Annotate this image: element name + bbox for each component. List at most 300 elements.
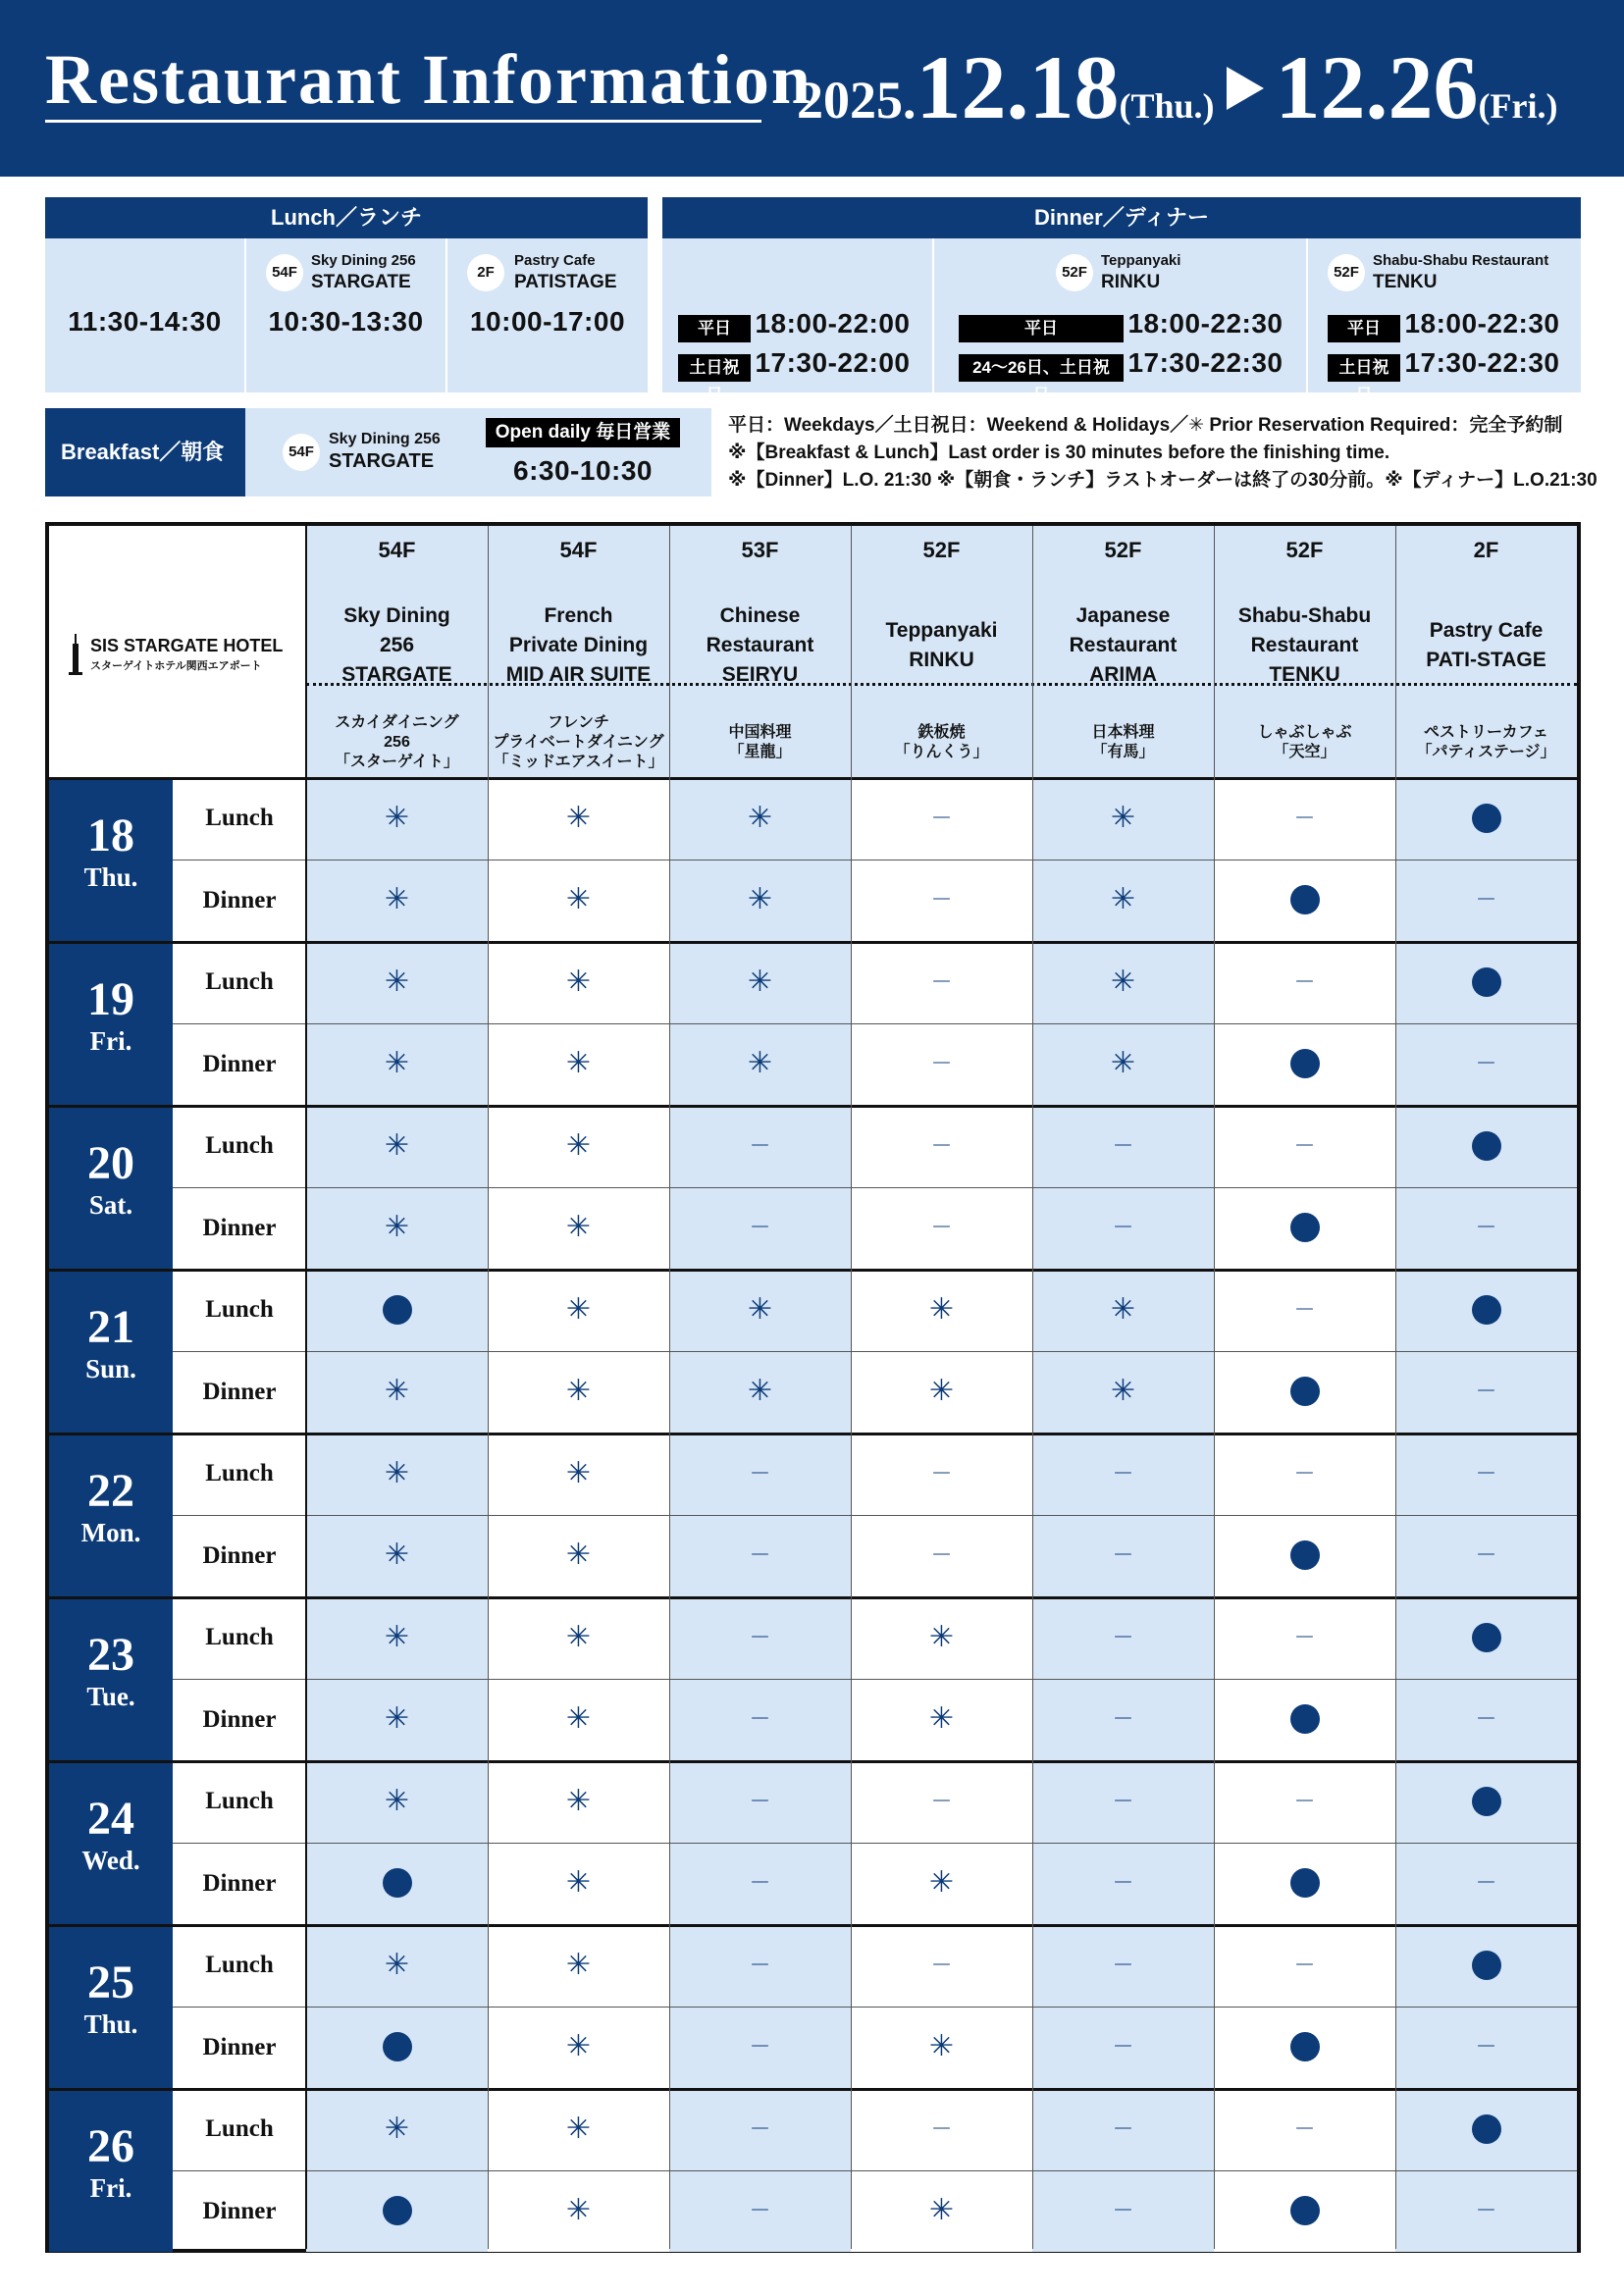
closed-dash-icon: － (1293, 968, 1316, 994)
column-name (1032, 601, 1214, 690)
schedule-cell (306, 1679, 488, 1761)
schedule-cell (669, 1187, 851, 1270)
closed-dash-icon: － (1293, 1296, 1316, 1322)
note-line: ※【Breakfast & Lunch】Last order is 30 minutes before the finishing time. (728, 443, 1390, 463)
reservation-asterisk-icon: ✳ (747, 1291, 773, 1327)
column-jp-line: ペストリーカフェ (1424, 724, 1548, 741)
column-name (669, 601, 851, 690)
schedule-cell (1032, 1187, 1214, 1270)
start-dow: (Thu.) (1119, 86, 1215, 126)
schedule-cell (1395, 1187, 1577, 1270)
column-jp-line: 「天空」 (1273, 744, 1336, 760)
reservation-asterisk-icon: ✳ (1110, 1291, 1136, 1327)
column-jp-line: 中国料理 (728, 724, 792, 741)
column-name-line: Restaurant (1250, 633, 1359, 656)
lunch-time-1: 11:30-14:30 (68, 306, 222, 337)
schedule-cell (851, 1760, 1032, 1843)
dinner-label: Dinner (202, 1378, 277, 1405)
column-name-line: Shabu-Shabu (1237, 603, 1372, 627)
reservation-asterisk-icon: ✳ (565, 882, 592, 917)
dinner-heading: Dinner／ディナー (662, 197, 1581, 238)
venue-name-line2: PATISTAGE (514, 272, 617, 292)
schedule-cell (488, 1023, 669, 1106)
schedule-cell (306, 1105, 488, 1187)
column-name-line: SEIRYU (721, 662, 799, 686)
closed-dash-icon: － (749, 1132, 771, 1158)
schedule-cell (488, 2007, 669, 2089)
reservation-asterisk-icon: ✳ (565, 1210, 592, 1245)
breakfast-time: 6:30-10:30 (513, 455, 653, 486)
schedule-cell (1214, 1679, 1395, 1761)
closed-dash-icon: － (749, 1215, 771, 1240)
open-dot-icon (1290, 1213, 1320, 1242)
venue-name-line2: RINKU (1101, 272, 1161, 292)
column-floor: 54F (488, 526, 669, 575)
closed-dash-icon: － (749, 2034, 771, 2060)
closed-dash-icon: － (1112, 1706, 1134, 1732)
day-divider (49, 1760, 1577, 1763)
schedule-cell (1395, 777, 1577, 860)
schedule-cell (1214, 1515, 1395, 1597)
column-name-line: Chinese (719, 603, 801, 627)
dinner-label: Dinner (202, 1541, 277, 1569)
closed-dash-icon: － (1293, 805, 1316, 830)
lunch-label: Lunch (205, 1460, 274, 1487)
schedule-cell (1032, 2088, 1214, 2170)
column-jp-line: 日本料理 (1091, 724, 1155, 741)
column-name-jp (669, 723, 851, 762)
closed-dash-icon: － (1293, 1132, 1316, 1158)
meal-divider (173, 1679, 1577, 1680)
closed-dash-icon: － (1112, 2198, 1134, 2223)
column-name-line: French (544, 603, 613, 627)
meal-divider (173, 1187, 1577, 1188)
reservation-asterisk-icon: ✳ (747, 882, 773, 917)
reservation-asterisk-icon: ✳ (384, 882, 410, 917)
schedule-cell (488, 941, 669, 1023)
reservation-asterisk-icon: ✳ (384, 1701, 410, 1737)
lunch-label: Lunch (205, 1296, 274, 1323)
open-dot-icon (1472, 967, 1501, 997)
column-name-jp (488, 713, 669, 772)
closed-dash-icon: － (1293, 1460, 1316, 1486)
closed-dash-icon: － (749, 1706, 771, 1732)
reservation-asterisk-icon: ✳ (565, 2193, 592, 2228)
tower-icon (69, 634, 82, 675)
column-name-line: 256 (379, 633, 415, 656)
schedule-cell (851, 2007, 1032, 2089)
schedule-cell (669, 1924, 851, 2007)
venue-name-line1: Shabu-Shabu Restaurant (1373, 252, 1549, 269)
reservation-asterisk-icon: ✳ (384, 2111, 410, 2146)
schedule-cell (1214, 1433, 1395, 1515)
closed-dash-icon: － (1475, 1870, 1497, 1896)
schedule-cell (1395, 860, 1577, 942)
weekend-time: 17:30-22:30 (1127, 347, 1283, 378)
schedule-cell (1214, 777, 1395, 860)
closed-dash-icon: － (1112, 1215, 1134, 1240)
closed-dash-icon: － (749, 1788, 771, 1813)
schedule-cell (306, 2007, 488, 2089)
dinner-label: Dinner (202, 1705, 277, 1733)
date-cell (49, 777, 173, 941)
column-divider (305, 526, 307, 2249)
column-jp-line: プライベートダイニング (493, 734, 664, 751)
date-cell (49, 1924, 173, 2088)
reservation-asterisk-icon: ✳ (384, 1046, 410, 1081)
reservation-asterisk-icon: ✳ (565, 1455, 592, 1490)
schedule-cell (669, 1596, 851, 1679)
date-number: 25 (87, 1956, 134, 2008)
reservation-asterisk-icon: ✳ (565, 1127, 592, 1163)
schedule-cell (1395, 1105, 1577, 1187)
closed-dash-icon: － (1112, 1132, 1134, 1158)
date-range (797, 35, 1557, 139)
reservation-asterisk-icon: ✳ (384, 1210, 410, 1245)
schedule-cell (306, 1760, 488, 1843)
page-title: Restaurant Information (45, 40, 812, 119)
reservation-asterisk-icon: ✳ (928, 1701, 955, 1737)
column-jp-line: 「ミッドエアスイート」 (493, 754, 664, 770)
venue-name-line1: Pastry Cafe (514, 252, 596, 269)
weekend-time: 17:30-22:00 (755, 347, 911, 378)
schedule-cell (851, 1105, 1032, 1187)
schedule-cell (1395, 2007, 1577, 2089)
date-cell (49, 941, 173, 1105)
column-name-jp (851, 723, 1032, 762)
dinner-label: Dinner (202, 886, 277, 913)
venue-name-line2: STARGATE (311, 272, 411, 292)
schedule-cell (1395, 1269, 1577, 1351)
lunch-time-2: 10:30-13:30 (268, 306, 424, 337)
column-name-line: Private Dining (508, 633, 649, 656)
schedule-cell (1395, 1023, 1577, 1106)
note-line: ※【Dinner】L.O. 21:30 ※【朝食・ランチ】ラストオーダーは終了の30分前。※【ディナー】L.O.21:30 (728, 470, 1598, 491)
schedule-cell (1032, 1351, 1214, 1434)
column-name-line: ARIMA (1089, 662, 1157, 686)
schedule-cell (1032, 2170, 1214, 2253)
closed-dash-icon: － (749, 2115, 771, 2141)
schedule-cell (669, 2007, 851, 2089)
weekday-time: 18:00-22:30 (1404, 308, 1560, 339)
schedule-cell (669, 1679, 851, 1761)
reservation-asterisk-icon: ✳ (384, 964, 410, 999)
schedule-cell (851, 1269, 1032, 1351)
schedule-cell (306, 860, 488, 942)
closed-dash-icon: － (930, 1215, 953, 1240)
closed-dash-icon: － (930, 1460, 953, 1486)
dinner-label: Dinner (202, 1050, 277, 1077)
schedule-cell (1214, 1351, 1395, 1434)
schedule-cell (851, 1187, 1032, 1270)
year: 2025. (797, 71, 917, 130)
column-jp-line: 「パティステージ」 (1416, 744, 1556, 760)
open-dot-icon (1290, 1868, 1320, 1898)
day-divider (49, 941, 1577, 944)
venue-name-line2: STARGATE (329, 450, 435, 472)
weekday-time: 18:00-22:30 (1127, 308, 1283, 339)
schedule-cell (851, 1515, 1032, 1597)
closed-dash-icon: － (1475, 1706, 1497, 1732)
lunch-label: Lunch (205, 1132, 274, 1159)
day-divider (49, 777, 1577, 780)
weekend-tag: 土日祝日 (1328, 354, 1400, 382)
reservation-asterisk-icon: ✳ (384, 1455, 410, 1490)
schedule-cell (851, 1433, 1032, 1515)
lunch-heading: Lunch／ランチ (45, 197, 648, 238)
reservation-asterisk-icon: ✳ (565, 964, 592, 999)
column-name (851, 616, 1032, 675)
column-name (1214, 601, 1395, 690)
day-of-week: Fri. (89, 1025, 132, 1056)
open-dot-icon (1290, 1704, 1320, 1734)
schedule-cell (1214, 1187, 1395, 1270)
schedule-cell (1395, 1679, 1577, 1761)
closed-dash-icon: － (1293, 2115, 1316, 2141)
reservation-asterisk-icon: ✳ (565, 1538, 592, 1573)
column-divider (1032, 526, 1033, 2249)
closed-dash-icon: － (1112, 1952, 1134, 1977)
column-name-jp (1032, 723, 1214, 762)
column-name-line: Pastry Cafe (1429, 618, 1544, 642)
meal-divider (173, 1023, 1577, 1024)
closed-dash-icon: － (1293, 1952, 1316, 1977)
open-dot-icon (1290, 1377, 1320, 1406)
schedule-cell (1032, 777, 1214, 860)
schedule-cell (669, 2170, 851, 2253)
column-divider (669, 526, 670, 2249)
schedule-cell (851, 1679, 1032, 1761)
reservation-asterisk-icon: ✳ (928, 1865, 955, 1901)
dinner-venue-2 (934, 238, 1306, 404)
column-jp-line: スカイダイニング (335, 714, 459, 731)
dinner-label: Dinner (202, 2197, 277, 2224)
column-name-line: Restaurant (1069, 633, 1178, 656)
reservation-asterisk-icon: ✳ (565, 2029, 592, 2064)
open-dot-icon (1290, 1049, 1320, 1078)
reservation-asterisk-icon: ✳ (384, 1127, 410, 1163)
schedule-cell (669, 1269, 851, 1351)
date-cell (49, 2088, 173, 2252)
closed-dash-icon: － (1293, 1788, 1316, 1813)
schedule-cell (488, 777, 669, 860)
reservation-asterisk-icon: ✳ (1110, 1046, 1136, 1081)
schedule-cell (1032, 1023, 1214, 1106)
venue-name-line1: Sky Dining 256 (329, 431, 441, 447)
reservation-asterisk-icon: ✳ (928, 1619, 955, 1654)
day-of-week: Wed. (81, 1845, 140, 1875)
day-divider (49, 1269, 1577, 1272)
schedule-cell (306, 1023, 488, 1106)
lunch-time-3: 10:00-17:00 (469, 306, 626, 337)
schedule-cell (488, 1105, 669, 1187)
column-name (306, 601, 488, 690)
schedule-cell (488, 1843, 669, 1925)
date-number: 24 (87, 1792, 134, 1845)
closed-dash-icon: － (749, 1952, 771, 1977)
schedule-cell (1032, 1924, 1214, 2007)
schedule-cell (306, 1433, 488, 1515)
schedule-cell (1214, 1269, 1395, 1351)
schedule-cell (1032, 1596, 1214, 1679)
reservation-asterisk-icon: ✳ (565, 1374, 592, 1409)
reservation-asterisk-icon: ✳ (565, 800, 592, 835)
column-jp-line: 「星龍」 (728, 744, 792, 760)
column-floor: 53F (669, 526, 851, 575)
schedule-cell (669, 1351, 851, 1434)
schedule-cell (306, 1351, 488, 1434)
date-number: 20 (87, 1136, 134, 1189)
column-divider (1214, 526, 1215, 2249)
schedule-cell (1032, 1843, 1214, 1925)
open-dot-icon (383, 1868, 412, 1898)
reservation-asterisk-icon: ✳ (928, 2193, 955, 2228)
day-of-week: Thu. (83, 2008, 138, 2039)
floor-badge: 52F (1056, 254, 1093, 291)
closed-dash-icon: － (930, 887, 953, 913)
day-divider (49, 2088, 1577, 2091)
column-divider (1395, 526, 1396, 2249)
date-number: 22 (87, 1464, 134, 1517)
date-number: 23 (87, 1628, 134, 1681)
column-jp-line: 256 (384, 734, 410, 751)
weekday-time: 18:00-22:00 (755, 308, 911, 339)
hotel-subtitle: スターゲイトホテル関西エアポート (90, 660, 262, 672)
dinner-label: Dinner (202, 2033, 277, 2060)
meal-divider (173, 1515, 1577, 1516)
column-jp-line: 鉄板焼 (917, 724, 966, 741)
schedule-cell (1395, 1924, 1577, 2007)
lunch-venue-2 (246, 238, 445, 392)
schedule-cell (1214, 1924, 1395, 2007)
weekday-tag: 平日 (959, 315, 1124, 342)
lunch-label: Lunch (205, 968, 274, 995)
header-banner (0, 0, 1624, 177)
schedule-cell (851, 1023, 1032, 1106)
start-date: 12.18 (916, 37, 1120, 137)
schedule-cell (1032, 1105, 1214, 1187)
schedule-cell (669, 1843, 851, 1925)
closed-dash-icon: － (1112, 1624, 1134, 1649)
schedule-cell (1214, 2170, 1395, 2253)
schedule-cell (488, 860, 669, 942)
lunch-venue-3 (447, 238, 648, 392)
open-dot-icon (1290, 2196, 1320, 2225)
schedule-cell (1032, 1679, 1214, 1761)
open-dot-icon (1472, 1295, 1501, 1325)
venue-name-line1: Sky Dining 256 (311, 252, 416, 269)
floor-badge: 54F (266, 254, 303, 291)
date-cell (49, 1105, 173, 1269)
date-cell (49, 1269, 173, 1433)
closed-dash-icon: － (749, 2198, 771, 2223)
schedule-cell (306, 1596, 488, 1679)
column-name-line: Japanese (1075, 603, 1171, 627)
schedule-cell (1214, 1843, 1395, 1925)
closed-dash-icon: － (749, 1460, 771, 1486)
reservation-asterisk-icon: ✳ (565, 2111, 592, 2146)
closed-dash-icon: － (1112, 1870, 1134, 1896)
day-divider (49, 1105, 1577, 1108)
schedule-cell (306, 1187, 488, 1270)
schedule-cell (1395, 1515, 1577, 1597)
reservation-asterisk-icon: ✳ (384, 800, 410, 835)
schedule-cell (488, 1187, 669, 1270)
column-floor: 2F (1395, 526, 1577, 575)
open-dot-icon (1472, 1623, 1501, 1652)
schedule-cell (851, 1351, 1032, 1434)
closed-dash-icon: － (930, 1788, 953, 1813)
closed-dash-icon: － (1475, 1051, 1497, 1076)
schedule-cell (1395, 1760, 1577, 1843)
lunch-label: Lunch (205, 2115, 274, 2142)
column-floor: 52F (1214, 526, 1395, 575)
schedule-cell (306, 1515, 488, 1597)
schedule-cell (1214, 1596, 1395, 1679)
schedule-cell (488, 1269, 669, 1351)
closed-dash-icon: － (1112, 1542, 1134, 1568)
schedule-cell (488, 2170, 669, 2253)
hotel-name: SIS STARGATE HOTEL (90, 636, 284, 655)
column-name (488, 601, 669, 690)
reservation-asterisk-icon: ✳ (565, 1783, 592, 1818)
reservation-asterisk-icon: ✳ (565, 1291, 592, 1327)
reservation-asterisk-icon: ✳ (384, 1783, 410, 1818)
hotel-logo (69, 634, 299, 693)
schedule-cell (669, 941, 851, 1023)
reservation-asterisk-icon: ✳ (384, 1947, 410, 1982)
schedule-cell (306, 2170, 488, 2253)
floor-badge: 54F (283, 434, 320, 471)
reservation-asterisk-icon: ✳ (747, 1046, 773, 1081)
date-cell (49, 1596, 173, 1760)
schedule-cell (1395, 1351, 1577, 1434)
meal-divider (173, 1351, 1577, 1352)
schedule-cell (1214, 2007, 1395, 2089)
schedule-cell (1214, 1023, 1395, 1106)
lunch-label: Lunch (205, 1788, 274, 1814)
weekday-tag: 平日 (1328, 315, 1400, 342)
dinner-venue-3 (1308, 238, 1581, 404)
end-date: 12.26 (1275, 37, 1479, 137)
reservation-asterisk-icon: ✳ (747, 964, 773, 999)
dinner-venue-1 (662, 238, 932, 404)
lunch-venue-1 (45, 238, 244, 392)
schedule-cell (851, 777, 1032, 860)
column-floor: 52F (1032, 526, 1214, 575)
weekend-tag: 土日祝日 (678, 354, 751, 382)
day-of-week: Sun. (85, 1353, 136, 1383)
column-divider (851, 526, 852, 2249)
reservation-asterisk-icon: ✳ (565, 1046, 592, 1081)
schedule-cell (1214, 1760, 1395, 1843)
closed-dash-icon: － (1475, 1542, 1497, 1568)
arrow-right-icon (1227, 67, 1264, 110)
closed-dash-icon: － (930, 805, 953, 830)
column-jp-line: 「スターゲイト」 (335, 754, 459, 770)
schedule-cell (1032, 1433, 1214, 1515)
floor-badge: 52F (1328, 254, 1365, 291)
closed-dash-icon: － (749, 1624, 771, 1649)
floor-badge: 2F (467, 254, 504, 291)
date-number: 21 (87, 1300, 134, 1353)
schedule-cell (1395, 2170, 1577, 2253)
schedule-cell (669, 2088, 851, 2170)
closed-dash-icon: － (930, 2115, 953, 2141)
schedule-cell (488, 1596, 669, 1679)
schedule-cell (851, 1924, 1032, 2007)
schedule-cell (488, 1679, 669, 1761)
